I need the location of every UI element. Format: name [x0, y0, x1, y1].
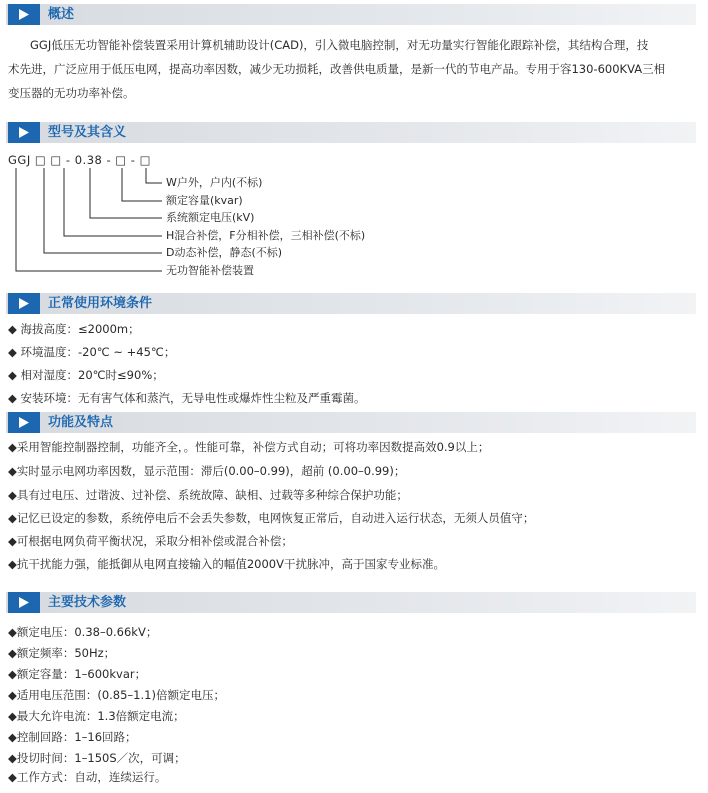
feature-item: ◆采用智能控制器控制，功能齐全，。性能可靠，补偿方式自动；可将功率因数提高效0.9以上； [8, 440, 490, 454]
section-header-specs [6, 592, 696, 613]
spec-item: ◆适用电压范围：(0.85–1.1)倍额定电压； [8, 688, 225, 702]
play-arrow-icon [8, 592, 40, 613]
spec-item: ◆最大允许电流：1.3倍额定电流； [8, 709, 185, 723]
model-legend-item: 系统额定电压(kV) [166, 211, 255, 224]
overview-line: GGJ低压无功智能补偿装置采用计算机辅助设计(CAD)，引入微电脑控制，对无功量实行智能化跟踪补偿，其结构合理，技 [30, 38, 649, 52]
play-arrow-icon [8, 412, 40, 433]
environment-item: ◆ 环境温度：-20℃ ~ +45℃； [8, 345, 176, 359]
feature-item: ◆记忆已设定的参数，系统停电后不会丢失参数，电网恢复正常后，自动进入运行状态，无须人员值守； [8, 511, 535, 525]
feature-item: ◆抗干扰能力强，能抵御从电网直接输入的幅值2000V干扰脉冲，高于国家专业标准。 [8, 557, 445, 571]
environment-item: ◆ 安装环境：无有害气体和蒸汽，无导电性或爆炸性尘粒及严重霉菌。 [8, 391, 366, 405]
section-title-specs: 主要技术参数 [48, 595, 127, 610]
overview-line: 术先进，广泛应用于低压电网，提高功率因数，减少无功损耗，改善供电质量，是新一代的节电产品。专用于容130-600KVA三相 [8, 62, 666, 76]
spec-item: ◆投切时间：1–150S／次，可调； [8, 751, 186, 765]
model-code: GGJ □ □ - 0.38 - □ - □ [8, 153, 151, 167]
model-legend-item: 无功智能补偿装置 [166, 264, 254, 277]
section-title-environment: 正常使用环境条件 [48, 296, 153, 311]
section-title-overview: 概述 [48, 7, 75, 22]
spec-item: ◆工作方式：自动，连续运行。 [8, 770, 167, 784]
play-arrow-icon [8, 293, 40, 314]
section-title-features: 功能及特点 [48, 415, 114, 430]
spec-item: ◆额定容量：1–600kvar； [8, 667, 147, 681]
environment-item: ◆ 相对湿度：20℃时≤90%； [8, 368, 164, 382]
feature-item: ◆可根据电网负荷平衡状况，采取分相补偿或混合补偿； [8, 534, 293, 548]
spec-item: ◆额定频率：50Hz； [8, 646, 116, 660]
spec-item: ◆控制回路：1–16回路； [8, 730, 137, 744]
section-header-features [6, 412, 696, 433]
model-legend-item: W户外，户内(不标) [166, 176, 263, 189]
model-legend-item: 额定容量(kvar) [166, 194, 243, 207]
model-legend-item: H混合补偿，F分相补偿，三相补偿(不标) [166, 229, 366, 242]
spec-item: ◆额定电压：0.38–0.66kV； [8, 625, 158, 639]
section-title-model: 型号及其含义 [48, 125, 127, 140]
feature-item: ◆实时显示电网功率因数，显示范围：滞后(0.00–0.99)，超前 (0.00–0.99)； [8, 464, 406, 478]
feature-item: ◆具有过电压、过谐波、过补偿、系统故障、缺相、过载等多种综合保护功能； [8, 488, 408, 502]
model-legend-item: D动态补偿，静态(不标) [166, 246, 283, 259]
section-header-environment [6, 293, 696, 314]
overview-line: 变压器的无功功率补偿。 [8, 86, 135, 100]
environment-item: ◆ 海拔高度：≤2000m； [8, 322, 140, 336]
